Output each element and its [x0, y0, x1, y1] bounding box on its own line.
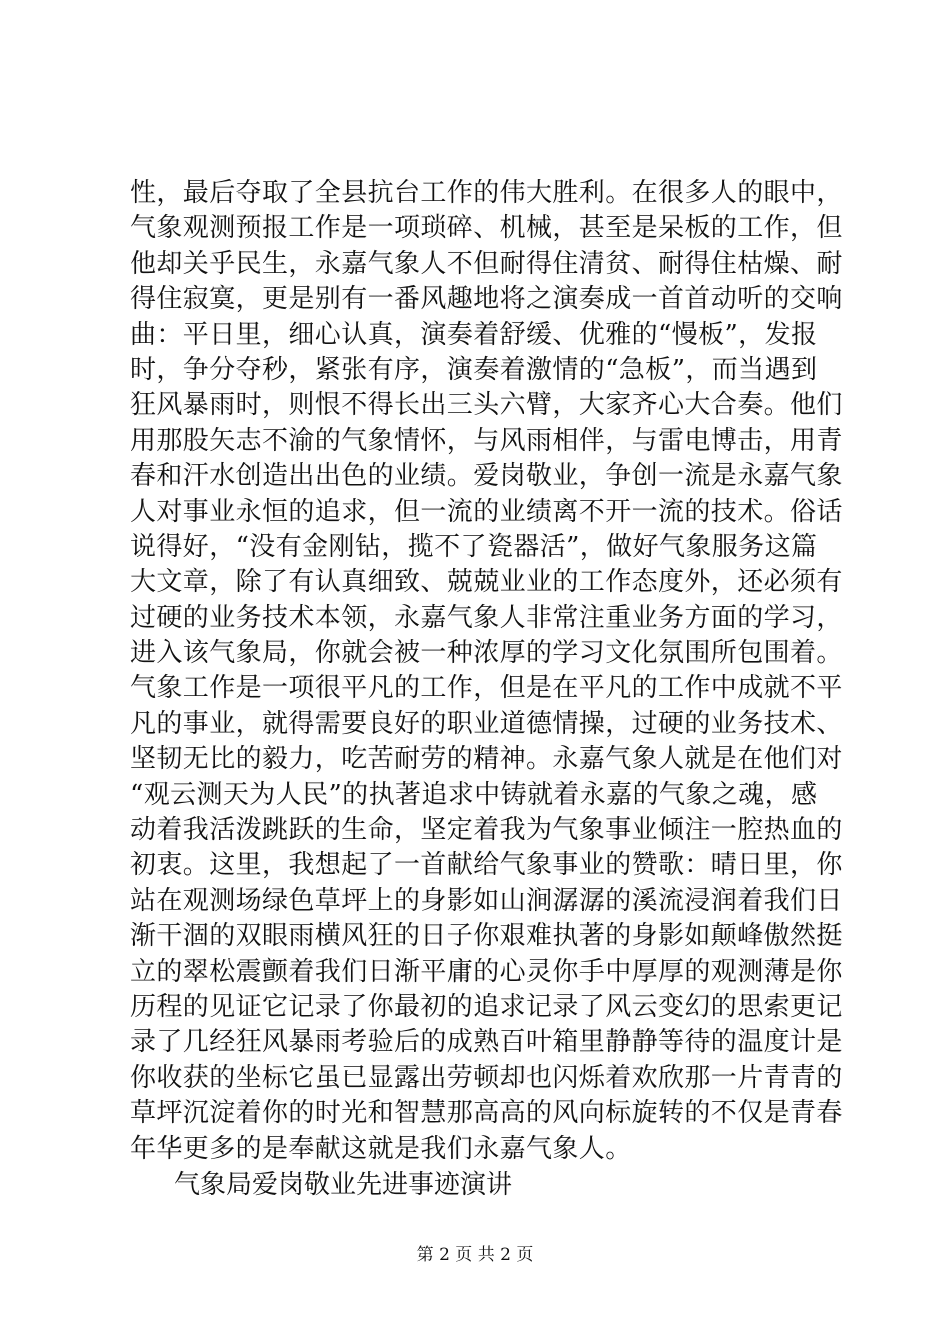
page-number: 第 2 页 共 2 页 [416, 1245, 534, 1265]
text-line: 过硬的业务技术本领，永嘉气象人非常注重业务方面的学习， [130, 602, 843, 633]
text-line: 渐干涸的双眼雨横风狂的日子你艰难执著的身影如颠峰傲然挺 [130, 921, 843, 952]
text-line: 曲：平日里，细心认真，演奏着舒缓、优雅的“慢板”，发报 [130, 319, 818, 350]
text-line: 大文章，除了有认真细致、兢兢业业的工作态度外，还必须有 [130, 567, 843, 598]
text-line: 历程的见证它记录了你最初的追求记录了风云变幻的思索更记 [130, 991, 843, 1022]
text-line: 气象观测预报工作是一项琐碎、机械，甚至是呆板的工作，但 [130, 213, 843, 244]
text-line: 年华更多的是奉献这就是我们永嘉气象人。 [130, 1133, 632, 1164]
text-line: 狂风暴雨时，则恨不得长出三头六臂，大家齐心大合奏。他们 [130, 390, 843, 421]
text-line: 气象工作是一项很平凡的工作，但是在平凡的工作中成就不平 [130, 673, 843, 704]
text-line: 动着我活泼跳跃的生命，坚定着我为气象事业倾注一腔热血的 [130, 815, 843, 846]
text-line: 说得好，“没有金刚钻，揽不了瓷器活”，做好气象服务这篇 [130, 531, 818, 562]
text-line: 你收获的坐标它虽已显露出劳顿却也闪烁着欢欣那一片青青的 [130, 1062, 843, 1093]
text-line: 人对事业永恒的追求，但一流的业绩离不开一流的技术。俗话 [130, 496, 843, 527]
text-line: 录了几经狂风暴雨考验后的成熟百叶箱里静静等待的温度计是 [130, 1027, 843, 1058]
text-line: 时，争分夺秒，紧张有序，演奏着激情的“急板”，而当遇到 [130, 354, 818, 385]
text-line: 性，最后夺取了全县抗台工作的伟大胜利。在很多人的眼中， [130, 178, 843, 208]
body-text [130, 176, 843, 1203]
document-title: 气象局爱岗敬业先进事迹演讲 [174, 1169, 513, 1200]
text-line: 立的翠松震颤着我们日渐平庸的心灵你手中厚厚的观测薄是你 [130, 956, 843, 987]
text-line: 用那股矢志不渝的气象情怀，与风雨相伴，与雷电博击，用青 [130, 425, 843, 456]
text-line: 得住寂寞，更是别有一番风趣地将之演奏成一首首动听的交响 [130, 284, 843, 315]
page-footer [0, 1243, 950, 1267]
text-line: 站在观测场绿色草坪上的身影如山涧潺潺的溪流浸润着我们日 [130, 885, 843, 916]
text-line: 进入该气象局，你就会被一种浓厚的学习文化氛围所包围着。 [130, 638, 843, 669]
text-line: 春和汗水创造出出色的业绩。爱岗敬业，争创一流是永嘉气象 [130, 461, 843, 492]
text-line: 初衷。这里，我想起了一首献给气象事业的赞歌：晴日里，你 [130, 850, 843, 881]
text-line: 坚韧无比的毅力，吃苦耐劳的精神。永嘉气象人就是在他们对 [130, 744, 843, 775]
text-line: 他却关乎民生，永嘉气象人不但耐得住清贫、耐得住枯燥、耐 [130, 248, 843, 279]
text-line: 凡的事业，就得需要良好的职业道德情操，过硬的业务技术、 [130, 708, 843, 739]
text-line: “观云测天为人民”的执著追求中铸就着永嘉的气象之魂，感 [130, 779, 818, 810]
text-line: 草坪沉淀着你的时光和智慧那高高的风向标旋转的不仅是青春 [130, 1098, 843, 1129]
